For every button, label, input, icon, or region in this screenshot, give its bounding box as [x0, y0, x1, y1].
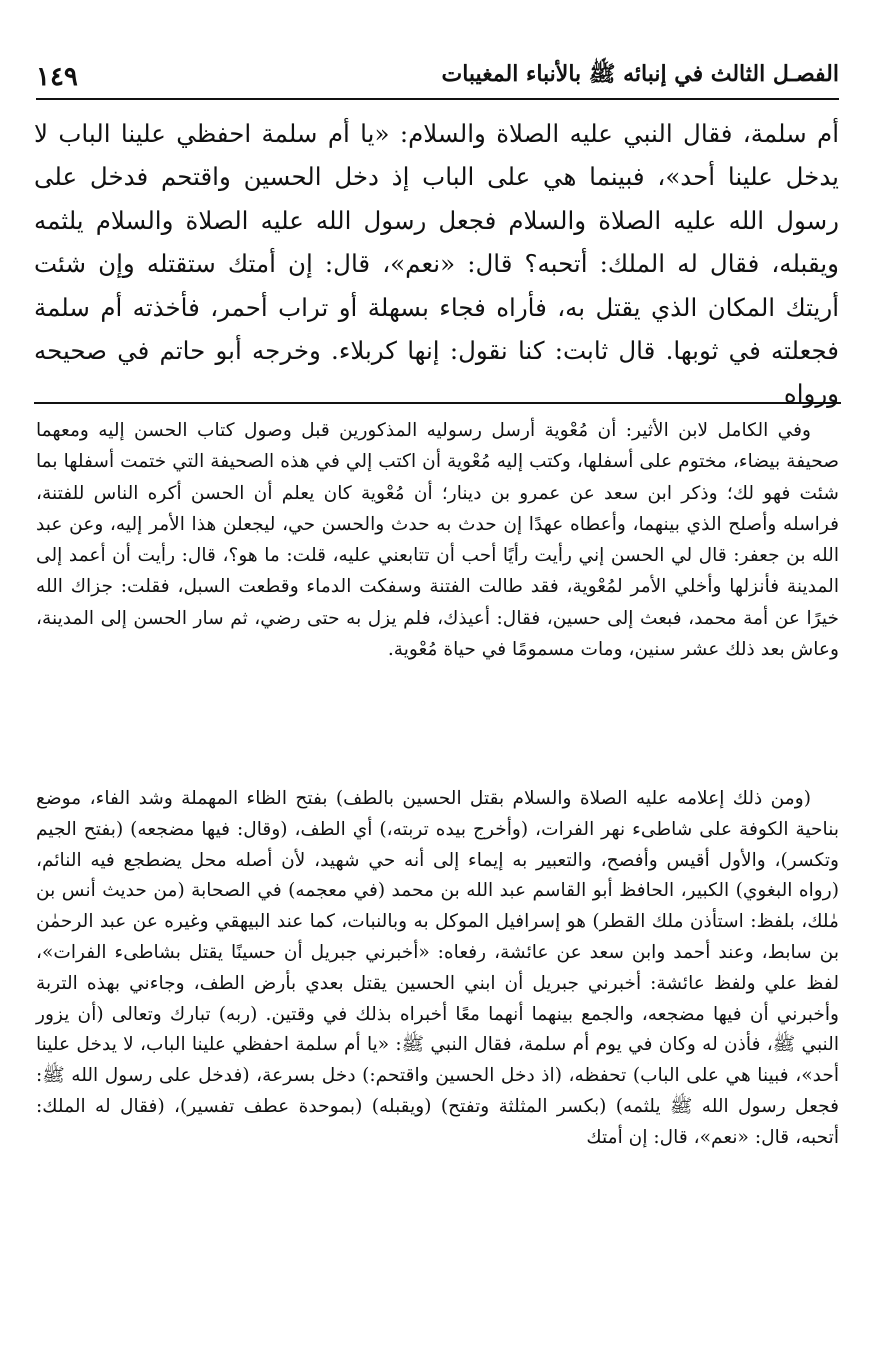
chapter-title: الفصـل الثالث في إنبائه ﷺ بالأنباء المغيبات [441, 61, 839, 87]
page-number: ١٤٩ [36, 62, 78, 92]
footnote-paragraph: وفي الكامل لابن الأثير: أن مُعْوية أرسل رسوليه المذكورين قبل وصول كتاب الحسن إليه ومعهما صحيفة بيضاء، مختوم على أسفلها، وكتب إليه مُعْوية أن اكتب إلي في هذه الصحيفة التي ختمت أسفلها بما شئت فهو لك؛ وذكر ابن سعد عن عمرو بن دينار؛ أن مُعْوية كان يعلم أن الحسن أكره الناس للفتنة، فراسله وأصلح الذي بينهما، وأعطاه عهدًا إن حدث به حدث والحسن حي، ليجعلن هذا الأمر إليه، وعن عبد الله بن جعفر: قال لي الحسن إني رأيت رأيًا أحب أن تتابعني عليه، قلت: ما هو؟، قال: رأيت أن أعمد إلى المدينة فأنزلها وأخلي الأمر لمُعْوية، فقد طالت الفتنة وسفكت الدماء وقطعت السبل، فقلت: جزاك الله خيرًا عن أمة محمد، فبعث إلى حسين، فقال: أعيذك، فلم يزل به حتى رضي، ثم سار الحسن إلى المدينة، وعاش بعد ذلك عشر سنين، ومات مسمومًا في حياة مُعْوية. [36, 420, 839, 661]
commentary-block [36, 784, 839, 1154]
main-text-block [34, 112, 839, 416]
footnote-block [36, 415, 839, 665]
footnote-separator [34, 402, 841, 404]
commentary-paragraph: (ومن ذلك إعلامه عليه الصلاة والسلام بقتل الحسين بالطف) بفتح الظاء المهملة وشد الفاء، موضع بناحية الكوفة على شاطىء نهر الفرات، (وأخرج بيده تربته،) أي الطف، (وقال: فيها مضجعه) (بفتح الجيم وتكسر)، والأول أقيس وأفصح، والتعبير به إيماء إلى أنه حي شهيد، لأن أصله محل يضطجع فيه النائم، (رواه البغوي) الكبير، الحافظ أبو القاسم عبد الله بن محمد (في معجمه) في الصحابة (من حديث أنس بن مٰلك، بلفظ: استأذن ملك القطر) هو إسرافيل الموكل به وبالنبات، كما عند البيهقي وغيره عن عبد الرحمٰن بن سابط، وعند أحمد وابن سعد عن عائشة، رفعاه: «أخبرني جبريل أن حسينًا يقتل بشاطىء الفرات»، لفظ علي ولفظ عائشة: أخبرني جبريل أن ابني الحسين يقتل بعدي بأرض الطف، وجاءني بهذه التربة وأخبرني أن فيها مضجعه، والجمع بينهما أنهما معًا أخبراه بذلك في وقتين. (ربه) تبارك وتعالى (أن يزور النبي ﷺ، فأذن له وكان في يوم أم سلمة، فقال النبي ﷺ: «يا أم سلمة احفظي علينا الباب، لا يدخل علينا أحد»، فبينا هي على الباب) تحفظه، (اذ دخل الحسين واقتحم:) دخل بسرعة، (فدخل على رسول الله ﷺ: فجعل رسول الله ﷺ يلثمه) (بكسر المثلثة وتفتح) (ويقبله) (بموحدة عطف تفسير)، (فقال له الملك: أتحبه، قال: «نعم»، قال: إن أمتك [36, 788, 839, 1148]
main-text-paragraph: أم سلمة، فقال النبي عليه الصلاة والسلام: «يا أم سلمة احفظي علينا الباب لا يدخل علينا أحد»، فبينما هي على الباب إذ دخل الحسين واقتحم فدخل على رسول الله عليه الصلاة والسلام فجعل رسول الله عليه الصلاة والسلام يلثمه ويقبله، فقال له الملك: أتحبه؟ قال: «نعم»، قال: إن أمتك ستقتله وإن شئت أريتك المكان الذي يقتل به، فأراه فجاء بسهلة أو تراب أحمر، فأخذته أم سلمة فجعلته في ثوبها. قال ثابت: كنا نقول: إنها كربلاء. وخرجه أبو حاتم في صحيحه ورواه [34, 119, 839, 409]
running-header [36, 52, 839, 100]
